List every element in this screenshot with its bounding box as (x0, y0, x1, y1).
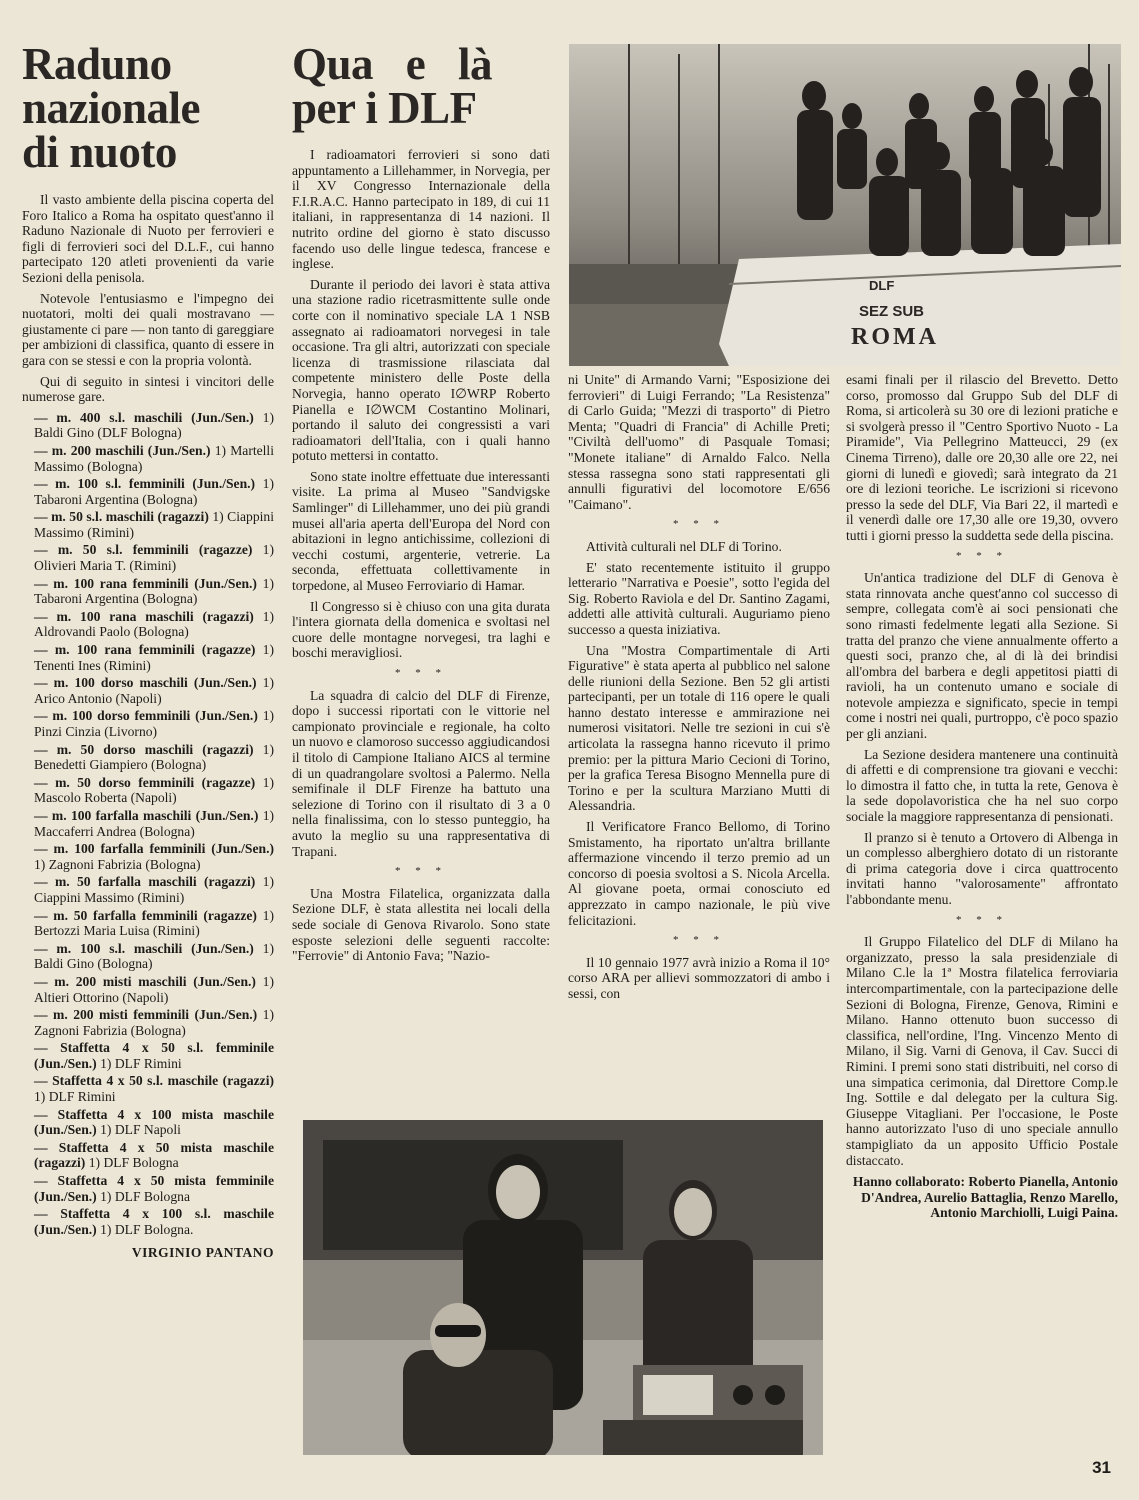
credits: Hanno collaborato: Roberto Pianella, Antonio D'Andrea, Aurelio Battaglia, Renzo Marello, Antonio Marchiolli, Luigi Paina. (852, 1174, 1118, 1221)
result-winner: 1) Olivieri Maria T. (Rimini) (34, 542, 274, 574)
result-winner: 1) Arico Antonio (Napoli) (34, 675, 274, 706)
result-event: — m. 200 misti maschili (Jun./Sen.) (34, 973, 256, 989)
result-item (22, 476, 274, 507)
result-event: — Staffetta 4 x 50 s.l. femminile (Jun./Sen.) (34, 1040, 274, 1071)
result-winner: 1) Baldi Gino (DLF Bologna) (34, 409, 274, 441)
result-winner: 1) Tabaroni Argentina (Bologna) (34, 575, 274, 607)
result-event: — m. 50 dorso femminili (ragazze) (34, 774, 256, 790)
filatelica-genova-paragraph: Una Mostra Filatelica, organizzata dalla Sezione DLF, è stata allestita nei locali della sede sociale di Genova Rivarolo. Sono state esposte selezioni delle seguenti raccolte: "Ferrovie" di Antonio Fava; "Nazio- (292, 885, 550, 964)
result-event: — m. 100 dorso maschili (Jun./Sen.) (34, 675, 257, 691)
separator: * * * (673, 518, 725, 531)
result-winner: 1) Maccaferri Andrea (Bologna) (34, 807, 275, 839)
mostra-filatelica-continued: ni Unite" di Armando Varni; "Esposizione dei ferrovieri" di Luigi Ferrando; "La Resistenza" di Carlo Guida; "Mezzi di trasporto" di Pietro Menta; "Quadri di Francia" di Achille Preti; "Civiltà dell'uomo" di Pasquale Tomasi; "Monete italiane" di Arnaldo Falco. Nella stessa rassegna sono stati rappresentati gli annulli figurativi del locomotore E/656 "Caimano". (568, 372, 830, 512)
result-item (22, 841, 274, 872)
result-item (22, 1007, 274, 1038)
result-winner: 1) Martelli Massimo (Bologna) (34, 442, 274, 474)
boat-text-dlf: DLF (869, 278, 895, 293)
result-winner: 1) DLF Bologna (100, 1188, 190, 1204)
result-event: — Staffetta 4 x 50 mista femminile (Jun./Sen.) (34, 1173, 274, 1204)
result-winner: 1) DLF Napoli (100, 1122, 181, 1138)
result-item (22, 1173, 274, 1204)
result-item (22, 775, 274, 806)
result-winner: 1) DLF Bologna (88, 1155, 179, 1171)
result-item (22, 509, 274, 540)
radio-photo-image (303, 1120, 823, 1455)
article-qua-e-la-col3 (568, 372, 830, 1007)
result-item (22, 443, 274, 474)
result-item (22, 1140, 274, 1171)
result-event: — m. 100 dorso femminili (Jun./Sen.) (34, 708, 258, 724)
result-winner: 1) Mascolo Roberta (Napoli) (34, 774, 274, 806)
result-item (22, 410, 274, 441)
result-event: — m. 200 misti femminili (Jun./Sen.) (34, 1007, 258, 1023)
result-event: — m. 50 farfalla femminili (ragazze) (34, 907, 257, 923)
result-event: — m. 100 s.l. maschili (Jun./Sen.) (34, 940, 254, 956)
result-winner: 1) Bertozzi Maria Luisa (Rimini) (34, 907, 274, 939)
result-event: — Staffetta 4 x 100 s.l. maschile (Jun./Sen.) (34, 1206, 274, 1237)
author-signature: VIRGINIO PANTANO (131, 1245, 274, 1261)
result-item (22, 1107, 274, 1138)
boat-text-sezsub: SEZ SUB (859, 303, 925, 320)
genova-pranzo-2: La Sezione desidera mantenere una continuità di affetti e di comprensione tra giovani e vecchi: lo dimostra il fatto che, in tutta la rete, Genova è la sede dopolavoristica che ha nel suo corpo sociale la maggiore rappresentanza di pensionati. (846, 746, 1118, 825)
result-winner: 1) Tabaroni Argentina (Bologna) (34, 476, 274, 507)
genova-pranzo-1: Un'antica tradizione del DLF di Genova è stata rinnovata anche quest'anno col successo di sempre, collegata com'è ai soci pensionati che sono rimasti fedelmente legati alla Sezione. Si tratta del pranzo che viene annualmente offerto a questi soci, pranzo che, al di là dei brindisi all'ombra del barbera e degli appetitosi piatti di ravioli, ha un contenuto umano e sociale di notevole ampiezza e significato, specie in tempi come i nostri nei quali, purtroppo, c'è poco spazio per gli anziani. (846, 570, 1118, 742)
result-item (22, 675, 274, 706)
headline-qua-e-la: Qua e là per i DLF (292, 39, 492, 133)
result-item (22, 1040, 274, 1071)
result-event: — Staffetta 4 x 50 mista maschile (ragazzi) (34, 1139, 274, 1171)
page-number: 31 (1092, 1458, 1111, 1477)
result-winner: 1) Altieri Ottorino (Napoli) (34, 973, 274, 1005)
article-qua-e-la-col2 (292, 39, 550, 969)
result-winner: 1) DLF Rimini (100, 1055, 182, 1071)
result-item (22, 974, 274, 1005)
genova-pranzo-3: Il pranzo si è tenuto a Ortovero di Albenga in un complesso alberghiero dotato di un ristorante di prima categoria dove i circa quattrocento invitati hanno "valorosamente" affrontato l'abbondante menu. (846, 829, 1118, 907)
corso-ara-continued: esami finali per il rilascio del Brevetto. Detto corso, promosso dal Gruppo Sub del DLF di Roma, si articolerà su 30 ore di lezioni pratiche e si svolgerà presso il "Centro Sportivo Nuoto - La Piramide", Via Pellegrino Matteucci, 29 (ex Cinema Tirreno), dalle ore 20,30 alle ore 22, nei giorni di lunedì e giovedì; sarà integrato da 21 ore di lezioni teoriche. Le iscrizioni si ricevono presso la sede del DLF, Via Bari 22, il martedì e il venerdì dalle ore 17,30 alle ore 19,30, ovvero tutti i giorni presso la suddetta sede della piscina. (846, 372, 1118, 543)
result-item (22, 941, 274, 972)
result-winner: 1) Tenenti Ines (Rimini) (34, 642, 274, 673)
result-item (22, 542, 274, 573)
result-item (22, 808, 274, 839)
result-event: — m. 100 rana femminili (ragazze) (34, 642, 256, 658)
result-winner: 1) Zagnoni Fabrizia (Bologna) (34, 1007, 274, 1038)
radioamatori-paragraph-4: Il Congresso si è chiuso con una gita durata l'intera giornata della domenica e svoltasi nel cuore delle montagne norvegesi, tra laghi e boschi meravigliosi. (292, 598, 550, 661)
result-event: — m. 100 farfalla maschili (Jun./Sen.) (34, 807, 259, 823)
result-winner: 1) Ciappini Massimo (Rimini) (34, 874, 274, 905)
result-winner: 1) DLF Rimini (34, 1089, 116, 1105)
corso-ara-roma: Il 10 gennaio 1977 avrà inizio a Roma il 10° corso ARA per allievi sommozzatori di ambo i sessi, con (568, 954, 830, 1001)
milano-filatelico: Il Gruppo Filatelico del DLF di Milano ha organizzato, presso la sala presidenziale di Milano C.le la 1ª Mostra filatelica ferroviaria intercompartimentale, con la partecipazione delle Sezioni di Bologna, Firenze, Genova, Rimini e Milano. Hanno ottenuto buon successo di classifica, nell'ordine, l'Ing. Vincenzo Mento di Milano, il Sig. Varni di Genova, il Cav. Succi di Rimini. I premi sono stati distribuiti, nel corso di una simpatica cerimonia, dal Direttore Comp.le Ing. Sottile e dal delegato per la cultura Sig. Giuseppe Vitagliani. Per l'occasione, le Poste hanno autorizzato l'uso di uno speciale annullo stampigliato da un apposito Ufficio Postale distaccato. (846, 934, 1118, 1168)
radioamatori-paragraph-2: Durante il periodo dei lavori è stata attiva una stazione radio ricetrasmittente sulle onde corte con il nominativo speciale LA 1 NSB assegnato ai radioamatori norvegesi in tale occasione. Tra gli altri, autorizzati con speciale licenza di trasmissione rilasciata dal competente ministero delle Poste della Norvegia, hanno operato I∅WRP Roberto Pianella e I∅WCM Costantino Molinari, portando il saluto dei congressisti a vari radioamatori dell'Italia, con i quali hanno potuto mettersi in contatto. (292, 276, 550, 464)
nuoto-paragraph-3: Qui di seguito in sintesi i vincitori delle numerose gare. (22, 373, 274, 405)
result-event: — m. 50 s.l. maschili (ragazzi) (34, 509, 209, 525)
result-event: — m. 200 maschili (Jun./Sen.) (34, 442, 211, 458)
separator: * * * (956, 549, 1008, 562)
separator: * * * (395, 865, 447, 878)
torino-bellomo: Il Verificatore Franco Bellomo, di Torino Smistamento, ha riportato un'altra brillante affermazione vincendo il terzo premio ad un concorso di poesia svoltosi a S. Nicola Arcella. Al giovane poeta, ormai conosciuto ed apprezzato in campo nazionale, le più vive felicitazioni. (568, 819, 830, 928)
result-event: — m. 50 farfalla maschili (ragazzi) (34, 874, 256, 890)
boat-photo-image (569, 44, 1121, 366)
result-item (22, 1073, 274, 1104)
separator: * * * (395, 667, 447, 679)
result-item (22, 1206, 274, 1237)
result-winner: 1) Pinzi Cinzia (Livorno) (34, 708, 275, 739)
photo-divers-boat (569, 44, 1121, 366)
radioamatori-paragraph-3: Sono state inoltre effettuate due interessanti visite. La prima al Museo "Sandvigske Samlinger" di Lillehammer, uno dei più grandi musei all'aria aperta dell'Europa del Nord con abitazioni in legno antichissime, collezioni di vecchi costumi, argenterie, vetrerie. La seconda, effettuata collettivamente in torpedone, al Museo Ferroviario di Hamar. (292, 468, 550, 594)
result-event: — Staffetta 4 x 50 s.l. maschile (ragazzi) (34, 1073, 274, 1089)
headline-nuoto: Raduno nazionale di nuoto (22, 39, 201, 177)
result-winner: 1) Baldi Gino (Bologna) (34, 940, 274, 972)
result-event: — m. 100 rana maschili (ragazzi) (34, 608, 254, 624)
nuoto-paragraph-2: Notevole l'entusiasmo e l'impegno dei nuotatori, molti dei quali mostravano — giustamente ci pare — non tanto di gareggiare per ambizioni di classifica, quanto di essere in gara con se stessi e con la propria volontà. (22, 290, 274, 368)
result-item (22, 908, 274, 939)
result-winner: 1) Aldrovandi Paolo (Bologna) (34, 608, 274, 640)
result-event: — m. 400 s.l. maschili (Jun./Sen.) (34, 409, 254, 425)
result-item (22, 874, 274, 905)
calcio-paragraph: La squadra di calcio del DLF di Firenze, dopo i successi riportati con le vittorie nel campionato provinciale e regionale, ha colto un nuovo e clamoroso successo aggiudicandosi il titolo di Campione Italiano AICS al termine di un quadrangolare svoltosi a Palermo. Nella semifinale il DLF Firenze ha battuto una selezione di Torino con il risultato di 3 a 0 nella finalissima, con lo stesso punteggio, ha avuto la meglio su una rappresentativa di Trapani. (292, 687, 550, 859)
result-item (22, 576, 274, 607)
separator: * * * (956, 913, 1008, 926)
article-qua-e-la-col4 (846, 372, 1118, 1221)
result-event: — Staffetta 4 x 100 mista maschile (Jun./Sen.) (34, 1106, 274, 1138)
photo-radio-amateurs (303, 1120, 823, 1455)
boat-text-roma: ROMA (851, 324, 939, 350)
result-event: — m. 100 farfalla femminili (Jun./Sen.) (34, 841, 274, 857)
result-winner: 1) Ciappini Massimo (Rimini) (34, 509, 274, 540)
result-winner: 1) DLF Bologna. (100, 1221, 194, 1237)
result-winner: 1) Benedetti Giampiero (Bologna) (34, 741, 274, 773)
result-winner: 1) Zagnoni Fabrizia (Bologna) (34, 856, 201, 872)
results-list (22, 410, 274, 1238)
result-event: — m. 100 s.l. femminili (Jun./Sen.) (34, 476, 256, 492)
radioamatori-paragraph-1: I radioamatori ferrovieri si sono dati appuntamento a Lillehammer, in Norvegia, per il XV Congresso Internazionale della F.I.R.A.C. Hanno partecipato in 189, di cui 11 italiani, in rappresentanza di 14 nazioni. Il nutrito ordine del giorno è stato discusso facendo uso delle lingue tedesca, francese e inglese. (292, 147, 550, 272)
result-item (22, 642, 274, 673)
result-event: — m. 50 dorso maschili (ragazzi) (34, 741, 254, 757)
torino-attivita-title: Attività culturali nel DLF di Torino. (586, 538, 782, 554)
nuoto-paragraph-1: Il vasto ambiente della piscina coperta del Foro Italico a Roma ha ospitato quest'anno il Raduno Nazionale di Nuoto per ferrovieri e figli di ferrovieri soci del D.L.F., cui hanno partecipato 120 atleti provenienti da varie Sezioni della penisola. (22, 192, 274, 285)
torino-mostra-arti: Una "Mostra Compartimentale di Arti Figurative" è stata aperta al pubblico nel salone delle riunioni della Sezione. Ben 52 gli artisti partecipanti, per un totale di 116 opere le quali hanno destato interesse e ammirazione nei numerosi visitatori. Nelle tre sezioni in cui s'è articolata la rassegna hanno ricevuto il primo premio: per la pittura Mario Cecioni di Torino, per la grafica Teresa Bisogno Mennella pure di Torino e per la scultura Marziano Mutti di Alessandria. (568, 642, 830, 814)
result-item (22, 742, 274, 773)
torino-gruppo-letterario: E' stato recentemente istituito il gruppo letterario "Narrativa e Poesie", sotto l'egida del Sig. Roberto Raviola e del Dr. Santino Zagami, addetti alle attività culturali. Auguriamo pieno successo a questa iniziativa. (568, 559, 830, 637)
result-item (22, 708, 274, 739)
result-event: — m. 50 s.l. femminili (ragazze) (34, 542, 253, 558)
result-item (22, 609, 274, 640)
article-nuoto (22, 39, 275, 1261)
separator: * * * (673, 934, 725, 947)
result-event: — m. 100 rana femminili (Jun./Sen.) (34, 575, 257, 591)
